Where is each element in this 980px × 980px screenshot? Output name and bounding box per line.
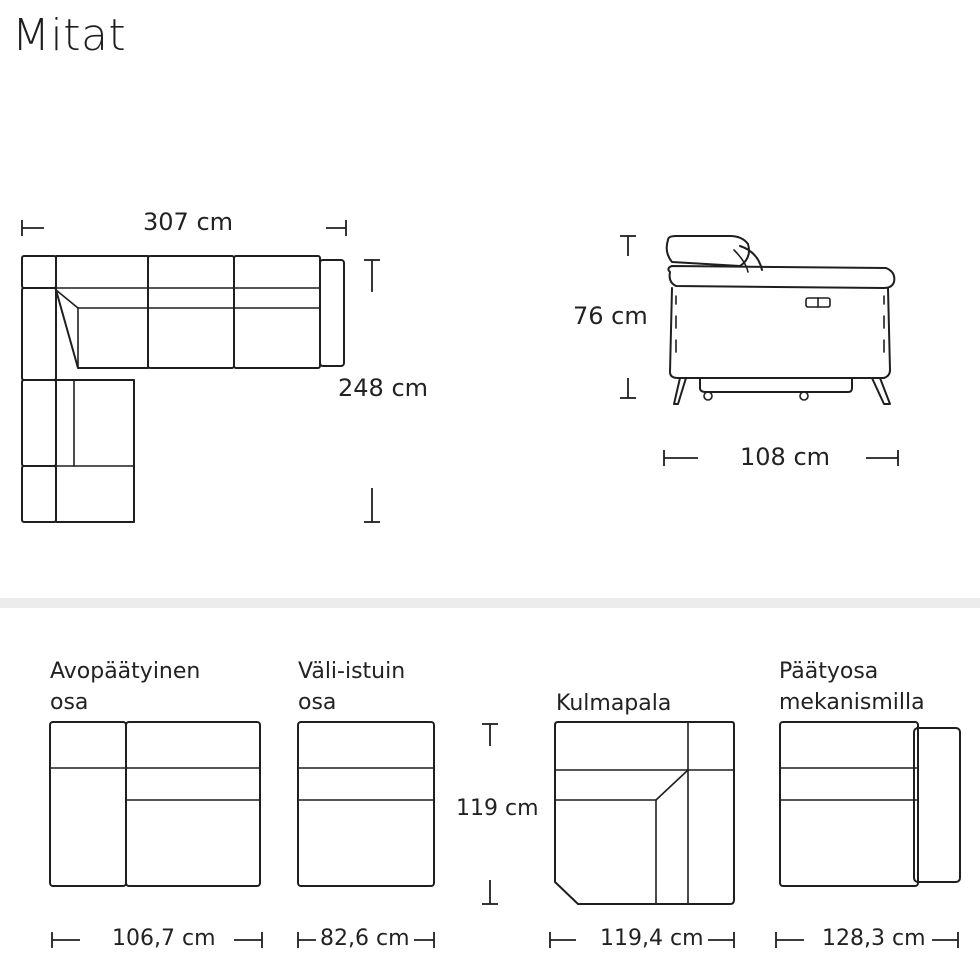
module-open-end-width: 106,7 cm bbox=[112, 926, 216, 951]
module-middle-seat bbox=[298, 722, 434, 948]
module-open-end bbox=[50, 722, 262, 948]
module-end-with-mechanism bbox=[776, 722, 960, 948]
total-depth-label: 248 cm bbox=[338, 374, 429, 402]
corner-sofa-top-view bbox=[22, 220, 380, 522]
total-width-label: 307 cm bbox=[143, 208, 234, 236]
seat-depth-label: 108 cm bbox=[740, 443, 831, 471]
module-open-end-label: Avopäätyinen osa bbox=[50, 659, 201, 715]
module-middle-seat-width: 82,6 cm bbox=[320, 926, 410, 951]
height-label: 76 cm bbox=[573, 302, 648, 330]
module-end-mechanism-label: Päätyosa mekanismilla bbox=[779, 659, 925, 715]
module-corner-label: Kulmapala bbox=[556, 691, 672, 716]
module-middle-seat-label: Väli-istuin osa bbox=[298, 659, 406, 715]
module-end-mechanism-width: 128,3 cm bbox=[822, 926, 926, 951]
module-depth-label: 119 cm bbox=[456, 796, 539, 821]
page-title: Mitat bbox=[12, 10, 127, 61]
module-corner-width: 119,4 cm bbox=[600, 926, 704, 951]
sofa-side-view bbox=[620, 236, 898, 466]
module-corner bbox=[550, 722, 734, 948]
section-divider bbox=[0, 598, 980, 608]
